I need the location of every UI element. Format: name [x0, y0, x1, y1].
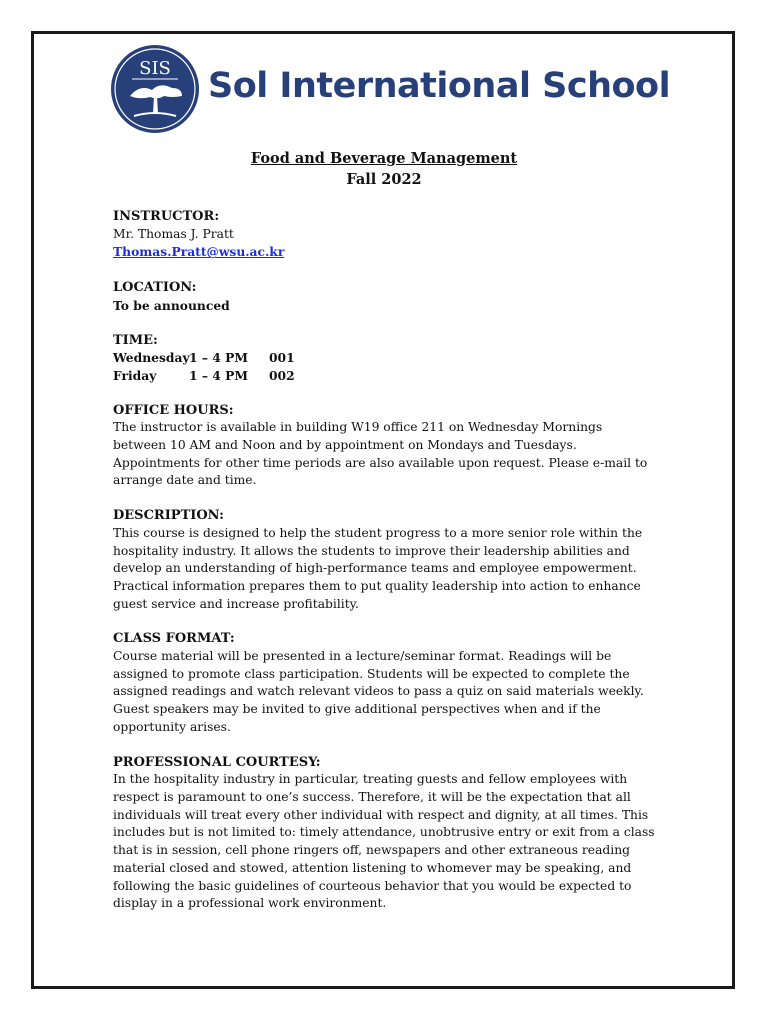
- svg-text:SIS: SIS: [139, 58, 171, 79]
- school-name: Sol International School: [208, 66, 671, 106]
- office-hours-heading: OFFICE HOURS:: [113, 402, 234, 418]
- time-section-number: 002: [269, 367, 295, 383]
- instructor-heading: INSTRUCTOR:: [113, 209, 220, 224]
- location-section: [113, 279, 658, 314]
- professional-courtesy-heading: PROFESSIONAL COURTESY:: [113, 754, 321, 770]
- description-text: This course is designed to help the student progress to a more senior role within the hospitality industry. It allows the students to improve their leadership abilities and develop an understanding of high-performance teams and employee empowerment. Practical information prepares them to put quality leadership into action to enhance guest service and increase profitability.: [113, 525, 643, 611]
- course-title: Food and Beverage Management: [250, 150, 518, 167]
- office-hours-text: The instructor is available in building W19 office 211 on Wednesday Mornings between 10 AM and Noon and by appointment on Mondays and Tuesdays. Appointments for other time periods are also available upon request. Please e-mail to arrange date and time.: [113, 420, 648, 488]
- instructor-section: [113, 208, 658, 262]
- time-range: 1 – 4 PM: [189, 350, 248, 366]
- instructor-name: Mr. Thomas J. Pratt: [113, 226, 234, 241]
- time-row: [113, 349, 658, 367]
- time-day: Friday: [113, 367, 157, 383]
- location-value: To be announced: [113, 297, 230, 313]
- class-format-text: Course material will be presented in a lecture/seminar format. Readings will be assigned to promote class participation. Students will be expected to complete the assigned readings and watch relevant videos to pass a quiz on said materials weekly. Guest speakers may be invited to give additional perspectives when and if the opportunity arises.: [113, 649, 644, 734]
- class-format-section: [113, 630, 658, 736]
- course-term: Fall 2022: [346, 171, 422, 188]
- office-hours-section: [113, 402, 658, 491]
- school-seal-icon: [110, 44, 200, 134]
- class-format-heading: CLASS FORMAT:: [113, 631, 235, 647]
- description-section: [113, 507, 658, 613]
- description-heading: DESCRIPTION:: [113, 508, 224, 524]
- professional-courtesy-section: [113, 754, 658, 913]
- time-range: 1 – 4 PM: [189, 367, 248, 383]
- time-day: Wednesday: [113, 350, 190, 366]
- school-logo: [110, 44, 670, 134]
- professional-courtesy-text: In the hospitality industry in particular, treating guests and fellow employees with respect is paramount to one’s success. Therefore, it will be the expectation that all individuals will treat every other individual with respect and dignity, at all times. This includes but is not limited to: timely attendance, unobtrusive entry or exit from a class that is in session, cell phone ringers off, newspapers and other extraneous reading material closed and stowed, attention listening to whomever may be speaking, and following the basic guidelines of courteous behavior that you would be expected to display in a professional work environment.: [113, 772, 655, 911]
- instructor-email-link[interactable]: Thomas.Pratt@wsu.ac.kr: [113, 244, 285, 260]
- time-row: [113, 367, 658, 385]
- time-section: [113, 332, 658, 385]
- location-heading: LOCATION:: [113, 280, 197, 296]
- syllabus-content: [113, 208, 658, 930]
- time-section-number: 001: [269, 350, 295, 366]
- time-heading: TIME:: [113, 332, 158, 348]
